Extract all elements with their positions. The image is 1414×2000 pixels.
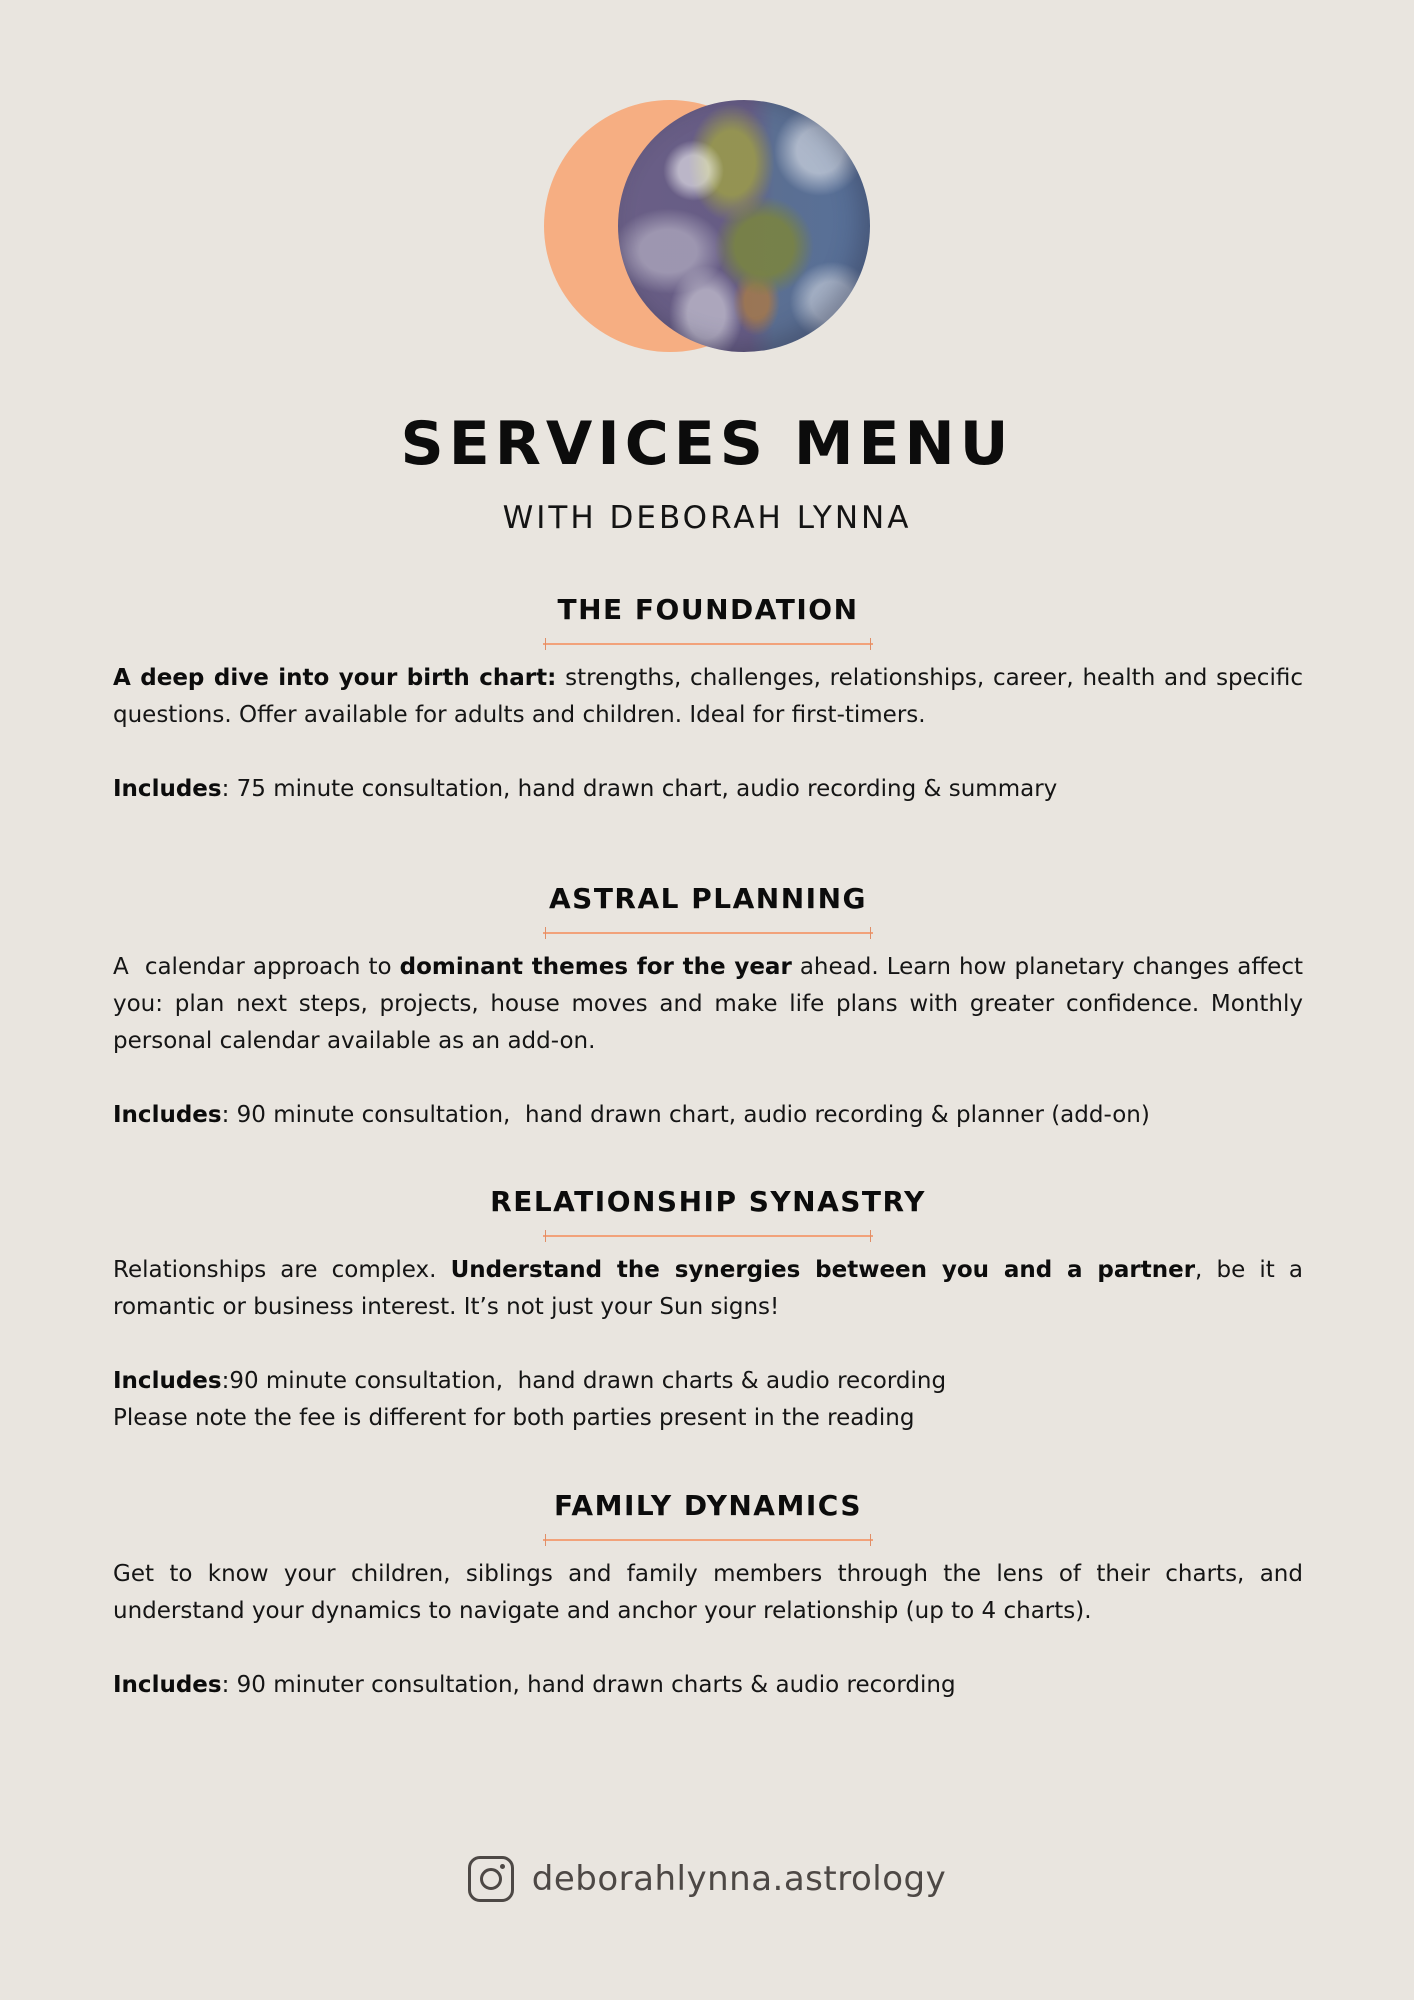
page-subtitle: WITH DEBORAH LYNNA — [502, 500, 912, 536]
footer-social[interactable] — [0, 1856, 1414, 1902]
section-title: ASTRAL PLANNING — [549, 882, 867, 915]
includes-text: :90 minute consultation, hand drawn charts & audio recording — [221, 1368, 947, 1394]
description-text: , be it a romantic or business interest. It’s not just your Sun signs! — [113, 1257, 1304, 1320]
section-relationship-synastry — [113, 1184, 1303, 1437]
includes-text: : 90 minute consultation, hand drawn chart, audio recording & planner (add-on) — [221, 1102, 1150, 1128]
includes-label: Includes — [113, 1368, 222, 1394]
section-description: Get to know your children, siblings and family members through the lens of their charts, and understand your dynamics to navigate and anchor your relationship (up to 4 charts). — [113, 1561, 1303, 1624]
description-text: ahead. Learn how planetary changes affect you: plan next steps, projects, house moves and make life plans with greater confidence. Monthly personal calendar available as an add-on. — [113, 954, 1303, 1054]
page-title: SERVICES MENU — [400, 409, 1014, 479]
section-title: THE FOUNDATION — [557, 593, 859, 626]
section-description — [113, 949, 1303, 1060]
section-description — [113, 1252, 1303, 1326]
section-description — [113, 660, 1303, 734]
description-text: Relationships are complex. — [113, 1257, 451, 1283]
description-bold: dominant themes for the year — [399, 954, 792, 980]
section-family-dynamics — [113, 1488, 1303, 1704]
description-text: A calendar approach to — [113, 954, 400, 980]
instagram-icon[interactable] — [468, 1856, 514, 1902]
section-the-foundation — [113, 592, 1303, 808]
fee-note: Please note the fee is different for both parties present in the reading — [113, 1405, 915, 1431]
section-divider — [543, 638, 873, 650]
includes-label: Includes — [113, 1102, 222, 1128]
earth-globe-icon — [618, 100, 870, 352]
description-bold-lead: A deep dive into your birth chart: — [113, 665, 557, 691]
description-bold: Understand the synergies between you and a partner — [450, 1257, 1196, 1283]
includes-label: Includes — [113, 1672, 222, 1698]
includes-line — [113, 1667, 1303, 1704]
section-title: FAMILY DYNAMICS — [554, 1489, 862, 1522]
section-divider — [543, 1534, 873, 1546]
includes-text: : 90 minuter consultation, hand drawn charts & audio recording — [221, 1672, 956, 1698]
section-divider — [543, 927, 873, 939]
includes-text: : 75 minute consultation, hand drawn chart, audio recording & summary — [221, 776, 1058, 802]
section-divider — [543, 1230, 873, 1242]
includes-line — [113, 1363, 1303, 1400]
includes-line — [113, 771, 1303, 808]
includes-line — [113, 1097, 1303, 1134]
description-text: strengths, challenges, relationships, career, health and specific questions. Offer available for adults and children. Ideal for first-timers. — [113, 665, 1303, 728]
instagram-handle[interactable]: deborahlynna.astrology — [531, 1859, 947, 1899]
section-title: RELATIONSHIP SYNASTRY — [490, 1185, 926, 1218]
logo — [542, 98, 872, 354]
section-astral-planning — [113, 881, 1303, 1134]
includes-label: Includes — [113, 776, 222, 802]
